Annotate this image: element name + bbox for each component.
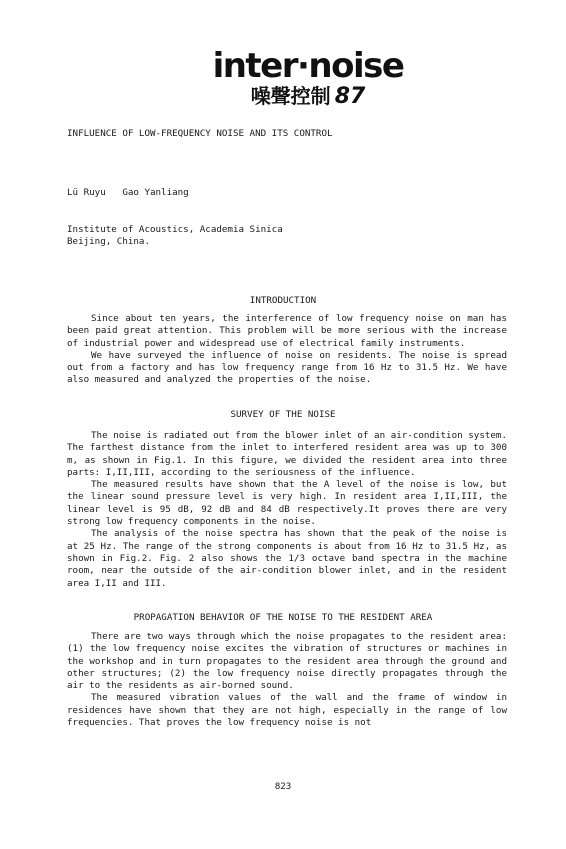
paper-title: INFLUENCE OF LOW-FREQUENCY NOISE AND ITS CONTROL [67, 128, 333, 139]
conference-logo [0, 48, 566, 109]
logo-wordmark: inter·noise [212, 46, 404, 86]
page-number: 823 [274, 781, 292, 792]
author-names: Lü Ruyu Gao Yanliang [67, 187, 189, 198]
paragraph: We have surveyed the influence of noise on residents. The noise is spread out from a factory and has low frequency range from 16 Hz to 31.5 Hz. We have also measured and analyzed the properties of the noise. [67, 349, 507, 386]
paragraph: The analysis of the noise spectra has shown that the peak of the noise is at 25 Hz. The range of the strong components is about from 16 Hz to 31.5 Hz, as shown in Fig.2. Fig. 2 also shows the 1/3 octave band spectra in the machine room, near the outside of the air-condition blower inlet, and in the resident area I,II and III. [67, 528, 507, 589]
heading-introduction: INTRODUCTION [249, 295, 317, 306]
paragraph: Since about ten years, the interference of low frequency noise on man has been paid great attention. This problem will be more serious with the increase of industrial power and widespread use of electrical family instruments. [67, 313, 507, 349]
heading-propagation: PROPAGATION BEHAVIOR OF THE NOISE TO THE RESIDENT AREA [133, 612, 433, 623]
paragraph: There are two ways through which the noise propagates to the resident area: (1) the low frequency noise excites the vibration of structures or machines in the workshop and in turn propagates to the resident area through the ground and other structures; (2) the low frequency noise directly propagates through the air to the residents as air-borned sound. [67, 631, 507, 692]
introduction-body [67, 313, 507, 387]
survey-body [67, 430, 507, 590]
heading-survey: SURVEY OF THE NOISE [230, 409, 336, 420]
paragraph: The measured vibration values of the wall and the frame of window in residences have shown that they are not high, especially in the range of low frequencies. That proves the low frequency noise is not [67, 692, 507, 729]
paragraph: The noise is radiated out from the blower inlet of an air-condition system. The farthest distance from the inlet to interfered resident area was up to 300 m, as shown in Fig.1. In this figure, we divided the resident area into three parts: I,II,III, according to the seriousness of the influence. [67, 430, 507, 478]
logo-chinese-text: 噪聲控制 [250, 84, 331, 108]
propagation-body [67, 631, 507, 729]
affiliation-line-2: Beijing, China. [67, 236, 150, 247]
affiliation-line-1: Institute of Acoustics, Academia Sinica [67, 224, 283, 235]
logo-subtitle [50, 84, 566, 109]
logo-year: 87 [334, 84, 366, 109]
paragraph: The measured results have shown that the A level of the noise is low, but the linear sound pressure level is very high. In resident area I,II,III, the linear level is 95 dB, 92 dB and 84 dB respectively.It proves there are very strong low frequency components in the noise. [67, 479, 507, 528]
